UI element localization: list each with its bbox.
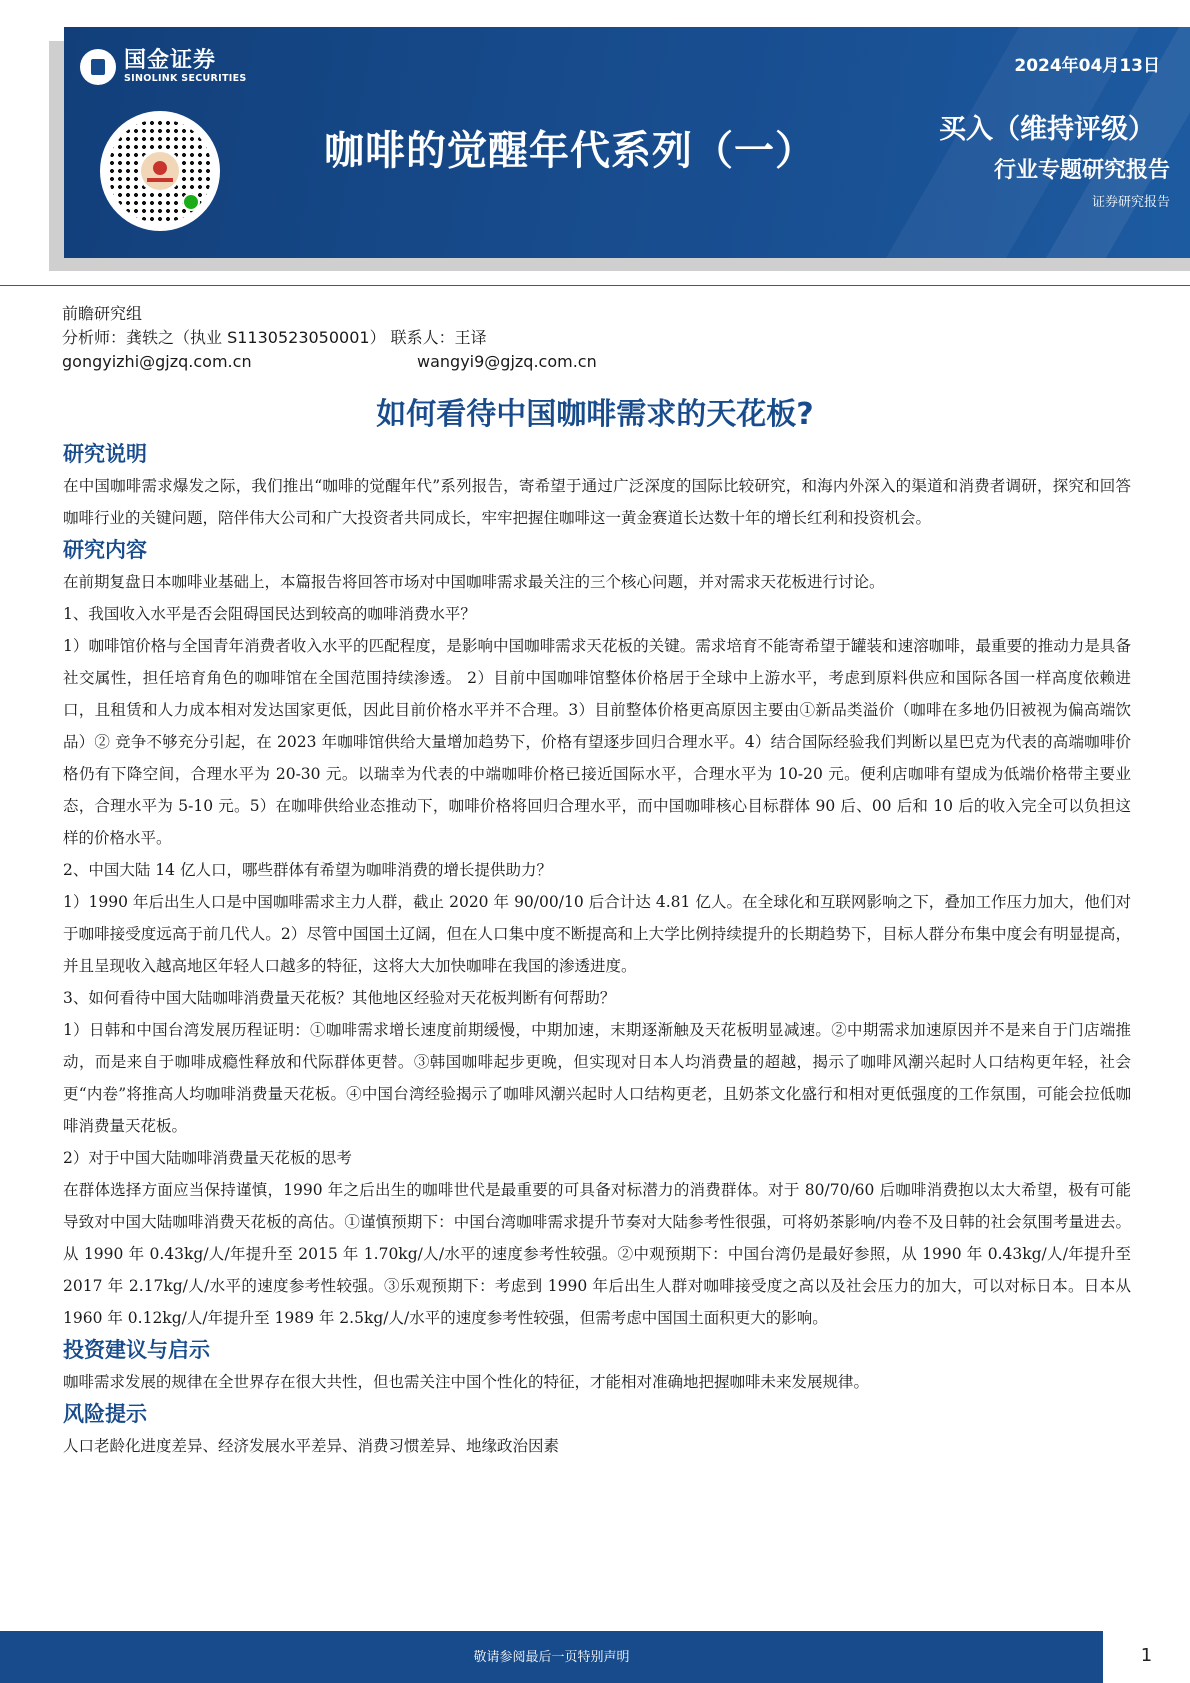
report-series-title: 咖啡的觉醒年代系列（一） <box>324 128 816 174</box>
header-banner <box>64 27 1190 258</box>
paragraph: 在群体选择方面应当保持谨慎，1990 年之后出生的咖啡世代是最重要的可具备对标潜力的消费群体。对于 80/70/60 后咖啡消费抱以太大希望，极有可能导致对中国大陆咖啡消费天花板的高估。①谨慎预期下：中国台湾咖啡需求提升节奏对大陆参考性很强，可将奶茶影响/内卷不及日韩的社会氛围考量进去。从 1990 年 0.43kg/人/年提升至 2015 年 1.70kg/人/水平的速度参考性较强。②中观预期下：中国台湾仍是最好参照，从 1990 年 0.43kg/人/年提升至 2017 年 2.17kg/人/水平的速度参考性较强。③乐观预期下：考虑到 1990 年后出生人群对咖啡接受度之高以及社会压力的加大，可以对标日本。日本从1960 年 0.12kg/人/年提升至 1989 年 2.5kg/人/水平的速度参考性较强，但需考虑中国国土面积更大的影响。 <box>63 1181 1131 1327</box>
research-team: 前瞻研究组 <box>62 304 143 323</box>
report-type: 行业专题研究报告 <box>993 158 1170 183</box>
paragraph: 2、中国大陆 14 亿人口，哪些群体有希望为咖啡消费的增长提供助力？ <box>63 861 552 879</box>
paragraph: 人口老龄化进度差异、经济发展水平差异、消费习惯差异、地缘政治因素 <box>63 1437 560 1455</box>
paragraph: 1）1990 年后出生人口是中国咖啡需求主力人群，截止 2020 年 90/00/10 后合计达 4.81 亿人。在全球化和互联网影响之下，叠加工作压力加大，他们对于咖啡接受度远高于前几代人。2）尽管中国国土辽阔，但在人口集中度不断提高和上大学比例持续提升的长期趋势下，目标人群分布集中度会有明显提高，并且呈现收入越高地区年轻人口越多的特征，这将大大加快咖啡在我国的渗透进度。 <box>63 893 1131 975</box>
investment-rating: 买入（维持评级） <box>939 114 1155 145</box>
section-heading: 投资建议与启示 <box>63 1338 210 1362</box>
paragraph: 在中国咖啡需求爆发之际，我们推出“咖啡的觉醒年代”系列报告，寄希望于通过广泛深度的国际比较研究，和海内外深入的渠道和消费者调研，探究和回答咖啡行业的关键问题，陪伴伟大公司和广大投资者共同成长，牢牢把握住咖啡这一黄金赛道长达数十年的增长红利和投资机会。 <box>63 477 1131 527</box>
brand-logo <box>80 49 247 85</box>
analyst-email: gongyizhi@gjzq.com.cn <box>62 352 252 371</box>
report-body <box>63 438 1131 1462</box>
wechat-qr-code-icon <box>100 111 220 231</box>
contact-email: wangyi9@gjzq.com.cn <box>417 352 597 371</box>
paragraph: 3、如何看待中国大陆咖啡消费量天花板？其他地区经验对天花板判断有何帮助？ <box>63 989 616 1007</box>
section-heading: 风险提示 <box>63 1402 147 1426</box>
section-heading: 研究内容 <box>63 538 147 562</box>
section-heading: 研究说明 <box>63 442 147 466</box>
analyst-info: 分析师：龚轶之（执业 S1130523050001） 联系人：王译 <box>62 328 487 347</box>
report-date: 2024年04月13日 <box>1014 56 1160 76</box>
paragraph: 1）日韩和中国台湾发展历程证明：①咖啡需求增长速度前期缓慢，中期加速，末期逐渐触及天花板明显减速。②中期需求加速原因并不是来自于门店端推动，而是来自于咖啡成瘾性释放和代际群体更替。③韩国咖啡起步更晚，但实现对日本人均消费量的超越，揭示了咖啡风潮兴起时人口结构更年轻，社会更“内卷”将推高人均咖啡消费量天花板。④中国台湾经验揭示了咖啡风潮兴起时人口结构更老，且奶茶文化盛行和相对更低强度的工作氛围，可能会拉低咖啡消费量天花板。 <box>63 1021 1131 1135</box>
paragraph: 1、我国收入水平是否会阻碍国民达到较高的咖啡消费水平？ <box>63 605 476 623</box>
main-title: 如何看待中国咖啡需求的天花板? <box>376 397 814 432</box>
page-number: 1 <box>1140 1645 1153 1666</box>
brand-name-cn: 国金证券 <box>124 48 217 73</box>
sinolink-logo-icon <box>80 49 116 85</box>
report-category: 证券研究报告 <box>1091 195 1170 210</box>
paragraph: 2）对于中国大陆咖啡消费量天花板的思考 <box>63 1149 352 1167</box>
paragraph: 咖啡需求发展的规律在全世界存在很大共性，但也需关注中国个性化的特征，才能相对准确地把握咖啡未来发展规律。 <box>63 1373 870 1391</box>
footer-disclaimer: 敬请参阅最后一页特别声明 <box>473 1650 630 1665</box>
paragraph: 在前期复盘日本咖啡业基础上，本篇报告将回答市场对中国咖啡需求最关注的三个核心问题，并对需求天花板进行讨论。 <box>63 573 885 591</box>
header-divider <box>0 285 1190 286</box>
brand-name-en: SINOLINK SECURITIES <box>124 73 247 84</box>
paragraph: 1）咖啡馆价格与全国青年消费者收入水平的匹配程度，是影响中国咖啡需求天花板的关键。需求培育不能寄希望于罐装和速溶咖啡，最重要的推动力是具备社交属性，担任培育角色的咖啡馆在全国范围持续渗透。 2）目前中国咖啡馆整体价格居于全球中上游水平，考虑到原料供应和国际各国一样高度依赖进口，且租赁和人力成本相对发达国家更低，因此目前价格水平并不合理。3）目前整体价格更高原因主要由①新品类溢价（咖啡在多地仍旧被视为偏高端饮品）② 竞争不够充分引起，在 2023 年咖啡馆供给大量增加趋势下，价格有望逐步回归合理水平。4）结合国际经验我们判断以星巴克为代表的高端咖啡价格仍有下降空间，合理水平为 20-30 元。以瑞幸为代表的中端咖啡价格已接近国际水平，合理水平为 10-20 元。便利店咖啡有望成为低端价格带主要业态，合理水平为 5-10 元。5）在咖啡供给业态推动下，咖啡价格将回归合理水平，而中国咖啡核心目标群体 90 后、00 后和 10 后的收入完全可以负担这样的价格水平。 <box>63 637 1131 847</box>
